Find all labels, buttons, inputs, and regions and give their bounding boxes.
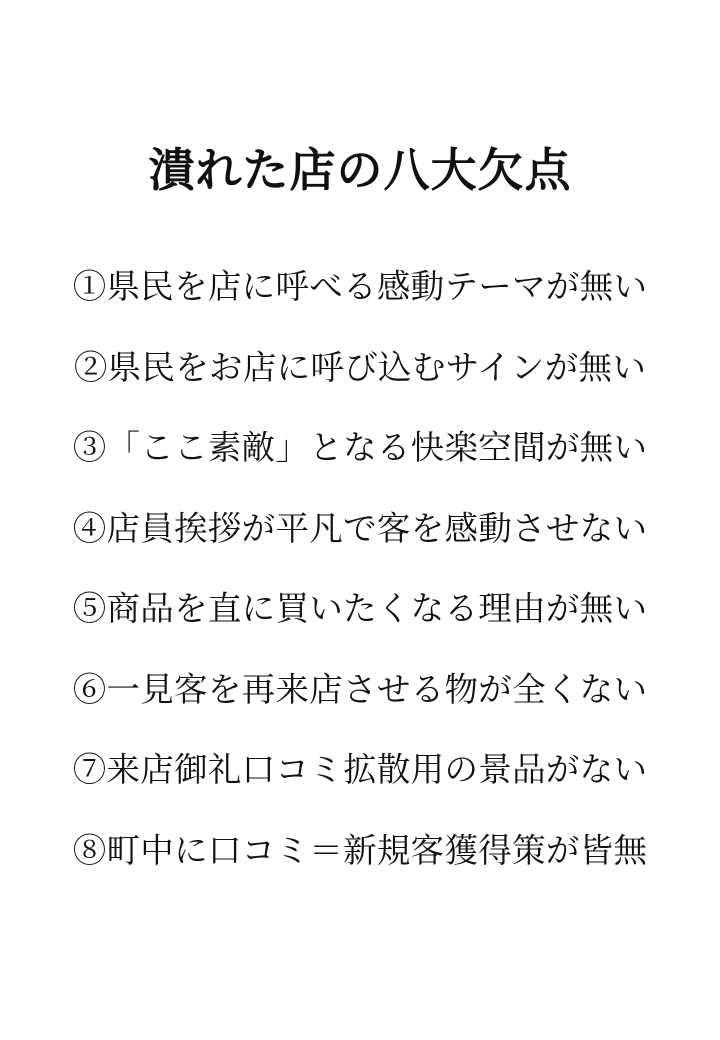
list-item: ②県民をお店に呼び込むサインが無い xyxy=(73,347,647,387)
list-item: ⑦来店御礼口コミ拡散用の景品がない xyxy=(72,750,648,789)
list-item: ⑤商品を直に買いたくなる理由が無い xyxy=(72,589,648,628)
list-item: ④店員挨拶が平凡で客を感動させない xyxy=(72,508,648,548)
defect-list xyxy=(0,262,720,906)
list-item: ⑥一見客を再来店させる物が全くない xyxy=(72,669,648,709)
list-item: ⑧町中に口コミ＝新規客獲得策が皆無 xyxy=(72,830,648,870)
list-item: ①県民を店に呼べる感動テーマが無い xyxy=(72,267,648,306)
document-title: 潰れた店の八大欠点 xyxy=(148,143,572,197)
list-item: ③「ここ素敵」となる快楽空間が無い xyxy=(72,428,648,467)
